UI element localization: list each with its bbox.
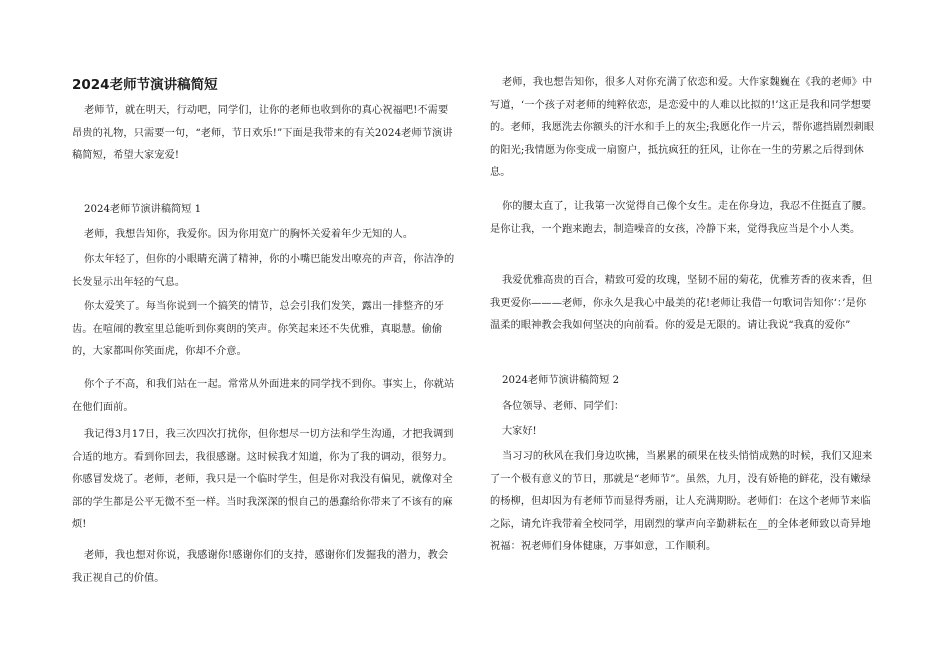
section-1-paragraph: 老师，我也想对你说，我感谢你!感谢你们的支持，感谢你们发掘我的潜力，教会我正视自己的价值。 [72,550,449,584]
section-1-paragraph: 你的腰太直了，让我第一次觉得自己像个女生。走在你身边，我忍不住挺直了腰。是你让我，一个跑来跑去，制造噪音的女孩，冷静下来，觉得我应当是个小人类。 [490,201,873,235]
section-1-paragraph: 老师，我想告知你，我爱你。因为你用宽广的胸怀关爱着年少无知的人。 [84,229,414,240]
section-1-paragraph: 我爱优雅高贵的百合，精致可爱的玫瑰，坚韧不屈的菊花，优雅芳香的夜来香，但我更爱你———老师，你永久是我心中最美的花!老师让我借一句歌词告知你‘：’是你温柔的眼神教会我如何坚决的向前看。你的爱是无限的。请让我说“我真的爱你” [490,275,873,331]
section-2-paragraph: 当习习的秋风在我们身边吹拂，当累累的硕果在枝头悄悄成熟的时候，我们又迎来了一个极有意义的节日，那就是“老师节”。虽然，九月，没有娇艳的鲜花，没有嫩绿的杨柳，但却因为有老师节而显得秀丽，让人充满期盼。老师们：在这个老师节来临之际，请允许我带着全校同学，用剧烈的掌声向辛勤耕耘在__的全体老师致以奇异地祝福：祝老师们身体健康，万事如意，工作顺利。 [490,451,873,552]
section-1-paragraph: 我记得3月17日，我三次四次打扰你，但你想尽一切方法和学生沟通，才把我调到合适的地方。看到你回去，我很感谢。这时候我才知道，你为了我的调动，很努力。你感冒发烧了。老师，老师，我只是一个临时学生，但是你对我没有偏见，就像对全部的学生都是公平无微不至一样。当时我深深的恨自己的愚蠢给你带来了不该有的麻烦! [72,429,454,530]
section-1-paragraph: 老师，我也想告知你，很多人对你充满了依恋和爱。大作家魏巍在《我的老师》中写道，‘一个孩子对老师的纯粹依恋，是恋爱中的人难以比拟的!’这正是我和同学想要的。老师，我愿洗去你额头的汗水和手上的灰尘;我愿化作一片云，帮你遮挡剧烈刺眼的阳光;我情愿为你变成一扇窗户，抵抗疯狂的狂风，让你在一生的劳累之后得到休息。 [490,77,875,178]
document-title: 2024老师节演讲稿简短 [72,77,218,93]
section-2-greeting: 各位领导、老师、同学们： [502,401,625,412]
section-1-paragraph: 你太年轻了，但你的小眼睛充满了精神，你的小嘴巴能发出嘹亮的声音，你洁净的长发显示出年轻的气息。 [72,254,455,288]
section-1-paragraph: 你个子不高，和我们站在一起。常常从外面进来的同学找不到你。事实上，你就站在他们面前。 [72,379,455,413]
section-2-heading: 2024老师节演讲稿简短 2 [502,375,620,386]
intro-paragraph: 老师节，就在明天，行动吧，同学们，让你的老师也收到你的真心祝福吧!不需要昂贵的礼物，只需要一句，“老师，节日欢乐!”下面是我带来的有关2024老师节演讲稿简短，希望大家宠爱! [72,105,453,161]
section-1-heading: 2024老师节演讲稿简短 1 [84,204,202,215]
section-2-hello: 大家好! [502,426,537,437]
section-1-paragraph: 你太爱笑了。每当你说到一个搞笑的情节，总会引我们发笑，露出一排整齐的牙齿。在喧闹的教室里总能听到你爽朗的笑声。你笑起来还不失优雅，真聪慧。偷偷的，大家都叫你笑面虎，你却不介意。 [72,301,445,357]
